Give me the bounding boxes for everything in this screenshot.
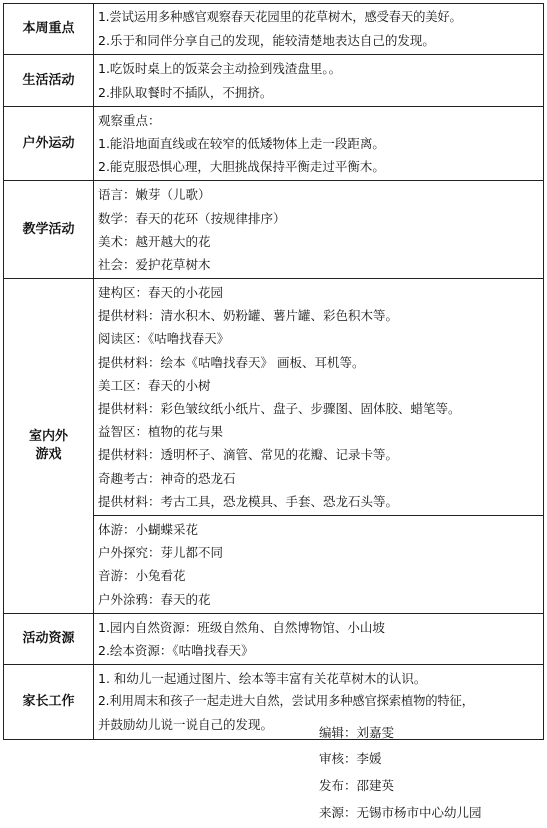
- parent-work-line: 并鼓励幼儿说一说自己的发现。: [98, 717, 274, 733]
- weekly-focus-line: 2.乐于和同伴分享自己的发现，能较清楚地表达自己的发现。: [98, 33, 435, 49]
- category-text: 活动资源: [22, 630, 75, 646]
- outdoor-sports-label: [4, 106, 94, 181]
- weekly-focus-content: [94, 4, 544, 55]
- parent-work-label: [4, 665, 94, 740]
- weekly-focus-label: [4, 4, 94, 55]
- daily-life-line: 2.排队取餐时不插队，不拥挤。: [98, 84, 273, 100]
- outdoor-sports-row: [4, 106, 544, 181]
- outdoor-game-line: 户外探究：芽儿都不同: [98, 545, 224, 561]
- outdoor-game-line: 音游：小兔看花: [98, 568, 186, 584]
- weekly-focus-line: 1.尝试运用多种感官观察春天花园里的花草树木，感受春天的美好。: [98, 10, 462, 24]
- activity-resources-content: [94, 613, 544, 664]
- category-text: 户外运动: [22, 135, 75, 151]
- outdoor-sports-line: 1.能沿地面直线或在较窄的低矮物体上走一段距离。: [98, 135, 385, 151]
- outdoor-sports-line: 观察重点：: [98, 112, 161, 128]
- activity-resources-label: [4, 613, 94, 664]
- teaching-activities-content: [94, 181, 544, 279]
- parent-work-line: 1. 和幼儿一起通过图片、绘本等丰富有关花草树木的认识。: [98, 671, 427, 687]
- indoor-games-cell: [94, 279, 544, 516]
- daily-life-line: 1.吃饭时桌上的饭菜会主动捡到残渣盘里。。: [98, 61, 342, 77]
- category-text: 本周重点: [22, 21, 75, 37]
- weekly-focus-row: [4, 4, 544, 55]
- category-text: 家长工作: [22, 693, 75, 709]
- outdoor-game-line: 体游：小蝴蝶采花: [98, 521, 199, 537]
- indoor-game-line: 提供材料：彩色皱纹纸小纸片、盘子、步骤图、固体胶、蜡笔等。: [98, 401, 461, 416]
- category-text: 室内外: [28, 428, 68, 444]
- outdoor-sports-content: [94, 106, 544, 181]
- indoor-game-line: 建构区：春天的小花园: [98, 285, 224, 301]
- games-label: [4, 279, 94, 614]
- editor-credit: 编辑：刘嘉雯: [319, 725, 395, 740]
- indoor-game-line: 奇趣考古：神奇的恐龙石: [98, 470, 236, 486]
- teaching-activities-label: [4, 181, 94, 279]
- teaching-activities-row: [4, 181, 544, 279]
- daily-life-row: [4, 55, 544, 106]
- indoor-game-line: 提供材料：考古工具，恐龙模具、手套、恐龙石头等。: [98, 493, 399, 509]
- indoor-game-line: 提供材料：透明杯子、滴管、常见的花瓣、记录卡等。: [98, 447, 399, 463]
- category-text: 教学活动: [22, 221, 75, 237]
- indoor-game-line: 阅读区：《咕噜找春天》: [98, 331, 230, 347]
- games-row: [4, 279, 544, 516]
- activity-resources-line: 2.绘本资源：《咕噜找春天》: [98, 642, 254, 658]
- source-credit: 来源：无锡市杨市中心幼儿园: [319, 805, 482, 820]
- outdoor-games-cell: [94, 515, 544, 613]
- daily-life-content: [94, 55, 544, 106]
- weekly-plan-table: [3, 3, 544, 740]
- publisher-credit: 发布：邵建英: [319, 778, 395, 793]
- activity-resources-row: [4, 613, 544, 664]
- indoor-game-line: 提供材料：绘本《咕噜找春天》 画板、耳机等。: [98, 354, 365, 370]
- indoor-game-line: 美工区：春天的小树: [98, 377, 211, 393]
- parent-work-line: 2.利用周末和孩子一起走进大自然，尝试用多种感官探索植物的特征，: [98, 694, 474, 709]
- daily-life-label: [4, 55, 94, 106]
- teaching-activities-line: 美术：越开越大的花: [98, 233, 211, 249]
- parent-work-row: [4, 665, 544, 740]
- indoor-game-line: 提供材料：清水积木、奶粉罐、薯片罐、彩色积木等。: [98, 308, 399, 324]
- category-text: 游戏: [35, 446, 62, 462]
- outdoor-sports-line: 2.能克服恐惧心理，大胆挑战保持平衡走过平衡木。: [98, 159, 385, 175]
- teaching-activities-line: 数学：春天的花环（按规律排序）: [98, 210, 286, 226]
- activity-resources-line: 1.园内自然资源：班级自然角、自然博物馆、小山坡: [98, 619, 385, 635]
- indoor-game-line: 益智区：植物的花与果: [98, 424, 224, 440]
- teaching-activities-line: 社会：爱护花草树木: [98, 256, 211, 272]
- reviewer-credit: 审核：李媛: [319, 751, 382, 766]
- outdoor-game-line: 户外涂鸦：春天的花: [98, 591, 211, 607]
- teaching-activities-line: 语言：嫩芽（儿歌）: [98, 187, 211, 203]
- category-text: 生活活动: [22, 72, 75, 88]
